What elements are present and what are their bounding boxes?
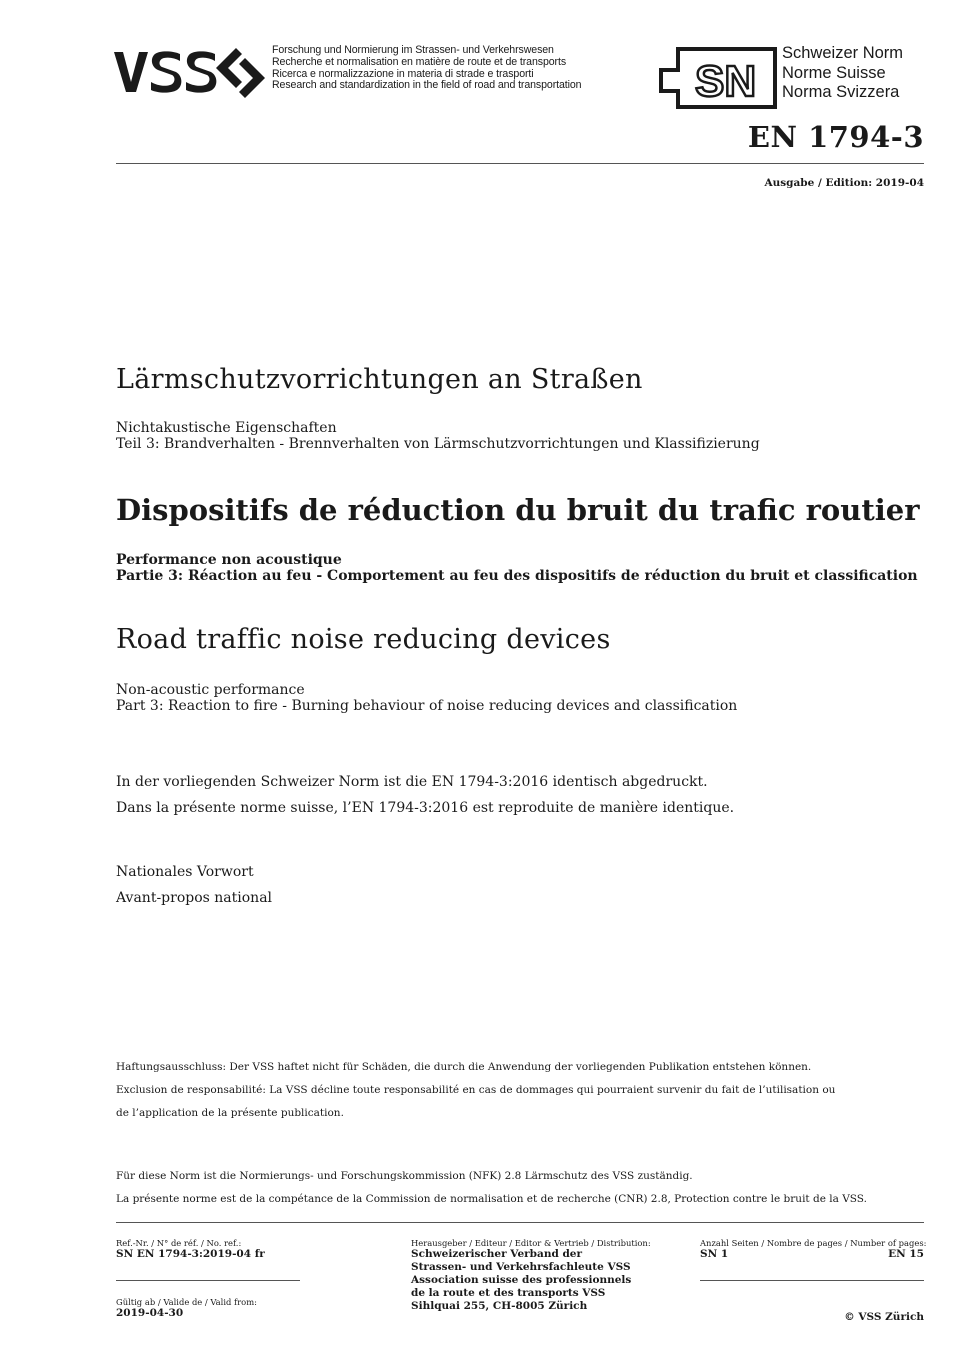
page-count-divider [700, 1280, 924, 1281]
reference-label: Ref.-Nr. / N° de réf. / No. ref.: [116, 1238, 242, 1248]
identical-note-de: In der vorliegenden Schweizer Norm ist die EN 1794-3:2016 identisch abgedruckt. [116, 774, 708, 790]
subtitle-en-line1: Non-acoustic performance [116, 682, 305, 698]
publisher-address [411, 1248, 651, 1313]
disclaimer-line3: de l’application de la présente publication. [116, 1107, 344, 1119]
subtitle-en-line2: Part 3: Reaction to fire - Burning behaviour of noise reducing devices and classification [116, 698, 738, 714]
identical-note-fr: Dans la présente norme suisse, l’EN 1794-3:2016 est reproduite de manière identique. [116, 800, 735, 816]
edition-label: Ausgabe / Edition: 2019-04 [764, 177, 924, 189]
publisher [411, 1238, 651, 1313]
title-de: Lärmschutzvorrichtungen an Straßen [116, 364, 643, 395]
subtitle-de-line2: Teil 3: Brandverhalten - Brennverhalten von Lärmschutzvorrichtungen und Klassifizierung [116, 436, 760, 452]
national-foreword [116, 859, 272, 911]
valid-from-label: Gültig ab / Valide de / Valid from: [116, 1297, 257, 1307]
norm-number: EN 1794-3 [747, 120, 924, 154]
vss-tagline-de: Forschung und Normierung im Strassen- und Verkehrswesen [272, 44, 554, 56]
national-foreword-fr: Avant-propos national [116, 890, 273, 906]
publisher-line: Strassen- und Verkehrsfachleute VSS [411, 1261, 631, 1273]
copyright: © VSS Zürich [844, 1311, 924, 1323]
page-count [700, 1238, 927, 1261]
valid-from-value: 2019-04-30 [116, 1307, 184, 1319]
sn-line-fr: Norme Suisse [782, 63, 886, 82]
sn-line-it: Norma Svizzera [782, 83, 900, 101]
subtitle-fr-line1: Performance non acoustique [116, 552, 342, 568]
vss-tagline-fr: Recherche et normalisation en matière de route et de transports [272, 55, 567, 68]
subtitle-fr-line2: Partie 3: Réaction au feu - Comportement au feu des dispositifs de réduction du bruit et classification [116, 568, 918, 584]
publisher-line: Schweizerischer Verband der [411, 1248, 583, 1260]
footer-divider [116, 1222, 924, 1223]
page-count-label: Anzahl Seiten / Nombre de pages / Number of pages: [700, 1238, 927, 1248]
publisher-line: Association suisse des professionnels [411, 1274, 632, 1286]
reference-number [116, 1238, 265, 1261]
identical-note [116, 769, 734, 821]
valid-from [116, 1297, 257, 1320]
page-count-en: EN 15 [888, 1248, 924, 1260]
subtitle-en [116, 682, 737, 714]
vss-tagline [272, 45, 581, 92]
page-count-sn: SN 1 [700, 1248, 729, 1260]
competence-note [116, 1165, 867, 1211]
competence-de: Für diese Norm ist die Normierungs- und Forschungskommission (NFK) 2.8 Lärmschutz des VSS zuständig. [116, 1170, 693, 1182]
sn-designation [782, 44, 903, 103]
sn-line-de: Schweizer Norm [782, 44, 904, 62]
title-fr: Dispositifs de réduction du bruit du trafic routier [116, 493, 920, 527]
header-divider [116, 163, 924, 164]
reference-divider [116, 1280, 300, 1281]
publisher-line: de la route et des transports VSS [411, 1287, 606, 1299]
disclaimer [116, 1056, 835, 1125]
competence-fr: La présente norme est de la compétance de la Commission de normalisation et de recherche (CNR) 2.8, Protection contre le bruit de la VSS. [116, 1193, 867, 1205]
vss-tagline-en: Research and standardization in the field of road and transportation [272, 79, 582, 92]
national-foreword-de: Nationales Vorwort [116, 864, 254, 880]
disclaimer-line2: Exclusion de responsabilité: La VSS décline toute responsabilité en cas de dommages qui pourraient survenir du fait de l’utilisation ou [116, 1084, 836, 1096]
sn-logo [658, 44, 778, 114]
subtitle-de-line1: Nichtakustische Eigenschaften [116, 420, 337, 436]
publisher-line: Sihlquai 255, CH-8005 Zürich [411, 1300, 588, 1312]
svg-text:SN: SN [695, 57, 757, 106]
vss-tagline-it: Ricerca e normalizzazione in materia di strade e trasporti [272, 67, 534, 80]
subtitle-fr [116, 552, 918, 584]
title-en: Road traffic noise reducing devices [116, 624, 611, 655]
vss-logo [112, 40, 270, 100]
reference-value: SN EN 1794-3:2019-04 fr [116, 1248, 265, 1260]
publisher-label: Herausgeber / Editeur / Editor & Vertrieb / Distribution: [411, 1238, 651, 1248]
subtitle-de [116, 420, 760, 452]
disclaimer-line1: Haftungsausschluss: Der VSS haftet nicht für Schäden, die durch die Anwendung der vorliegenden Publikation entstehen können. [116, 1061, 812, 1073]
